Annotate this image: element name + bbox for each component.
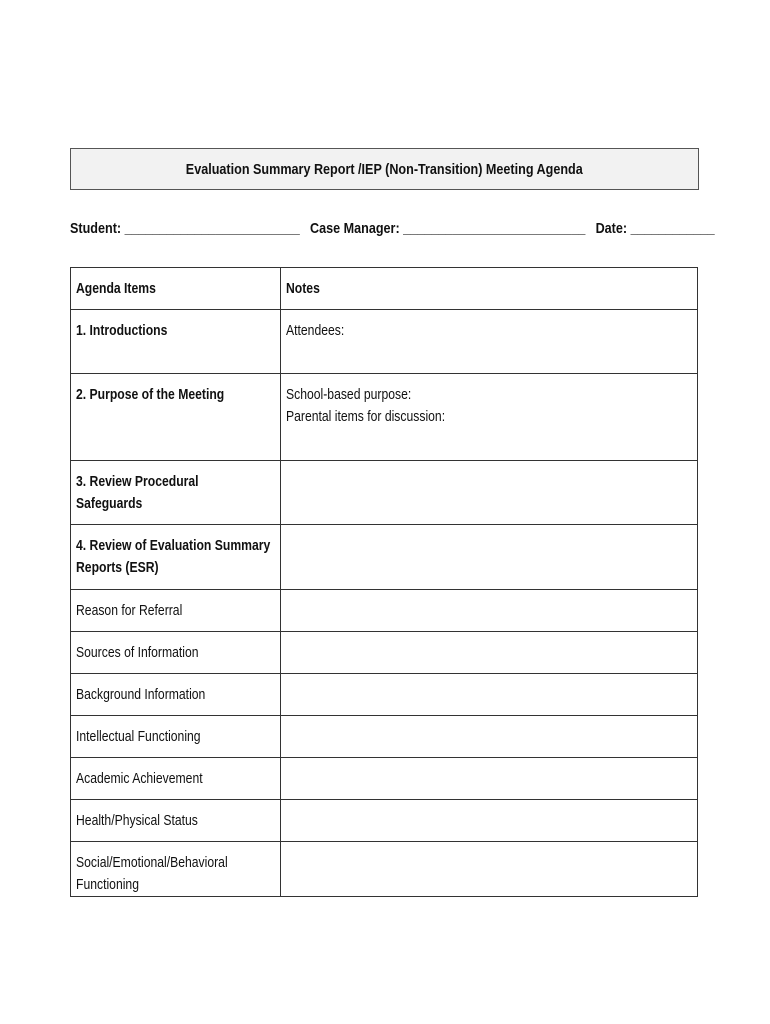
notes-cell[interactable] [281,716,698,758]
agenda-item-label: Background Information [76,687,206,703]
agenda-item-cell [71,374,281,461]
table-row [71,461,698,525]
notes-cell[interactable] [281,758,698,800]
table-row [71,590,698,632]
agenda-item-label: Intellectual Functioning [76,729,201,745]
agenda-item-label: 3. Review Procedural Safeguards [76,474,199,512]
agenda-item-label: 1. Introductions [76,323,168,339]
agenda-item-cell [71,674,281,716]
case-manager-field[interactable]: Case Manager: __________________________ [310,220,586,237]
agenda-item-cell [71,716,281,758]
agenda-item-cell [71,632,281,674]
table-row [71,842,698,897]
agenda-table [70,267,698,897]
agenda-item-cell [71,842,281,897]
agenda-item-label: Social/Emotional/Behavioral Functioning [76,855,228,893]
agenda-item-label: Health/Physical Status [76,813,198,829]
page-title: Evaluation Summary Report /IEP (Non-Transition) Meeting Agenda [186,160,583,178]
notes-cell[interactable] [281,374,698,461]
notes-cell[interactable] [281,674,698,716]
title-box [70,148,699,190]
notes-cell[interactable] [281,461,698,525]
notes-cell[interactable] [281,525,698,590]
notes-text: School-based purpose: Parental items for discussion: [286,387,446,425]
agenda-item-label: Sources of Information [76,645,199,661]
table-row [71,800,698,842]
table-row [71,374,698,461]
notes-cell[interactable] [281,310,698,374]
table-header-row [71,268,698,310]
agenda-item-cell [71,461,281,525]
table-row [71,310,698,374]
agenda-item-cell [71,310,281,374]
header-agenda-items [71,268,281,310]
info-line [70,220,715,240]
date-field[interactable]: Date: ____________ [595,220,715,237]
agenda-item-label: Reason for Referral [76,603,183,619]
header-notes-label: Notes [286,281,320,297]
table-row [71,632,698,674]
agenda-item-label: Academic Achievement [76,771,203,787]
notes-text: Attendees: [286,323,345,339]
student-field[interactable]: Student: _________________________ [70,220,300,237]
agenda-item-label: 4. Review of Evaluation Summary Reports (ESR) [76,538,271,576]
agenda-item-cell [71,525,281,590]
table-row [71,674,698,716]
agenda-item-cell [71,758,281,800]
table-row [71,525,698,590]
notes-cell[interactable] [281,842,698,897]
agenda-item-cell [71,590,281,632]
table-row [71,758,698,800]
header-agenda-items-label: Agenda Items [76,281,156,297]
table-row [71,716,698,758]
notes-cell[interactable] [281,800,698,842]
header-notes [281,268,698,310]
notes-cell[interactable] [281,590,698,632]
agenda-item-cell [71,800,281,842]
agenda-item-label: 2. Purpose of the Meeting [76,387,225,403]
notes-cell[interactable] [281,632,698,674]
